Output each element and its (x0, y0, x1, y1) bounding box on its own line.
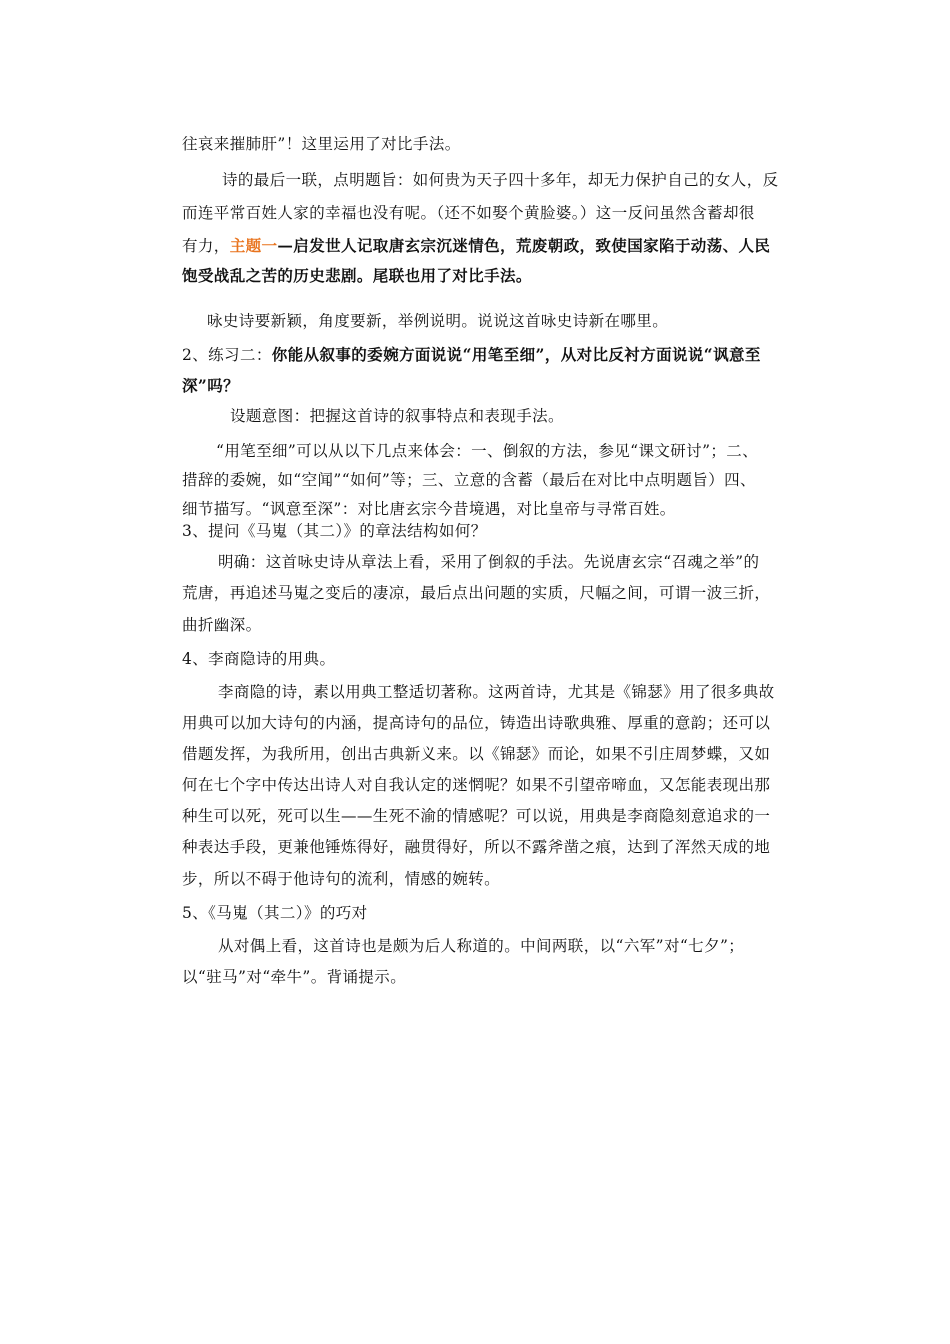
text-segment: 有力， (182, 237, 230, 255)
exercise-label: 2、练习二： (182, 346, 272, 364)
text-line: 细节描写。“讽意至深”：对比唐玄宗今昔境遇，对比皇帝与寻常百姓。 (182, 500, 676, 518)
text-line: 往哀来摧肺肝”！这里运用了对比手法。 (182, 135, 461, 153)
text-line: 咏史诗要新颖，角度要新，举例说明。说说这首咏史诗新在哪里。 (207, 312, 669, 330)
text-line-theme (182, 236, 770, 256)
exercise-question: 你能从叙事的委婉方面说说“用笔至细”，从对比反衬方面说说“讽意至 (271, 345, 761, 364)
theme-text: —启发世人记取唐玄宗沉迷情色，荒废朝政，致使国家陷于动荡、人民 (277, 236, 771, 255)
text-line: 从对偶上看，这首诗也是颇为后人称道的。中间两联，以“六军”对“七夕”； (218, 937, 745, 955)
text-line: 用典可以加大诗句的内涵，提高诗句的品位，铸造出诗歌典雅、厚重的意韵；还可以 (182, 714, 771, 732)
section-heading: 3、提问《马嵬（其二）》的章法结构如何？ (182, 522, 487, 540)
theme-label: 主题一 (229, 236, 278, 255)
text-line: 以“驻马”对“牵牛”。背诵提示。 (182, 968, 407, 986)
text-line: 何在七个字中传达出诗人对自我认定的迷惘呢？如果不引望帝啼血，又怎能表现出那 (182, 776, 771, 794)
section-heading: 4、李商隐诗的用典。 (182, 650, 336, 668)
text-line: 荒唐，再追述马嵬之变后的凄凉，最后点出问题的实质，尺幅之间，可谓一波三折， (182, 584, 771, 602)
text-line: 步，所以不碍于他诗句的流利，情感的婉转。 (182, 870, 501, 888)
text-line: “用笔至细”可以从以下几点来体会：一、倒叙的方法，参见“课文研讨”；二、 (216, 442, 759, 460)
exercise-question: 深”吗？ (182, 376, 240, 395)
text-line: 而连平常百姓人家的幸福也没有呢。（还不如娶个黄脸婆。）这一反问虽然含蓄却很 (182, 204, 755, 222)
text-line: 诗的最后一联，点明题旨：如何贵为天子四十多年，却无力保护自己的女人，反 (222, 171, 779, 189)
text-line: 种生可以死，死可以生——生死不渝的情感呢？可以说，用典是李商隐刻意追求的一 (182, 807, 771, 825)
text-line: 措辞的委婉，如“空闻”“如何”等；三、立意的含蓄（最后在对比中点明题旨）四、 (182, 471, 756, 489)
exercise-heading (182, 345, 761, 365)
text-line: 设题意图：把握这首诗的叙事特点和表现手法。 (230, 407, 564, 425)
text-line: 曲折幽深。 (182, 616, 262, 634)
theme-text: 饱受战乱之苦的历史悲剧。尾联也用了对比手法。 (182, 266, 532, 285)
text-line: 李商隐的诗，素以用典工整适切著称。这两首诗，尤其是《锦瑟》用了很多典故 (218, 683, 775, 701)
text-line: 明确：这首咏史诗从章法上看，采用了倒叙的手法。先说唐玄宗“召魂之举”的 (218, 553, 760, 571)
section-heading: 5、《马嵬（其二）》的巧对 (182, 904, 368, 922)
text-line: 借题发挥，为我所用，创出古典新义来。以《锦瑟》而论，如果不引庄周梦蝶，又如 (182, 745, 771, 763)
text-line: 种表达手段，更兼他锤炼得好，融贯得好，所以不露斧凿之痕，达到了浑然天成的地 (182, 838, 771, 856)
